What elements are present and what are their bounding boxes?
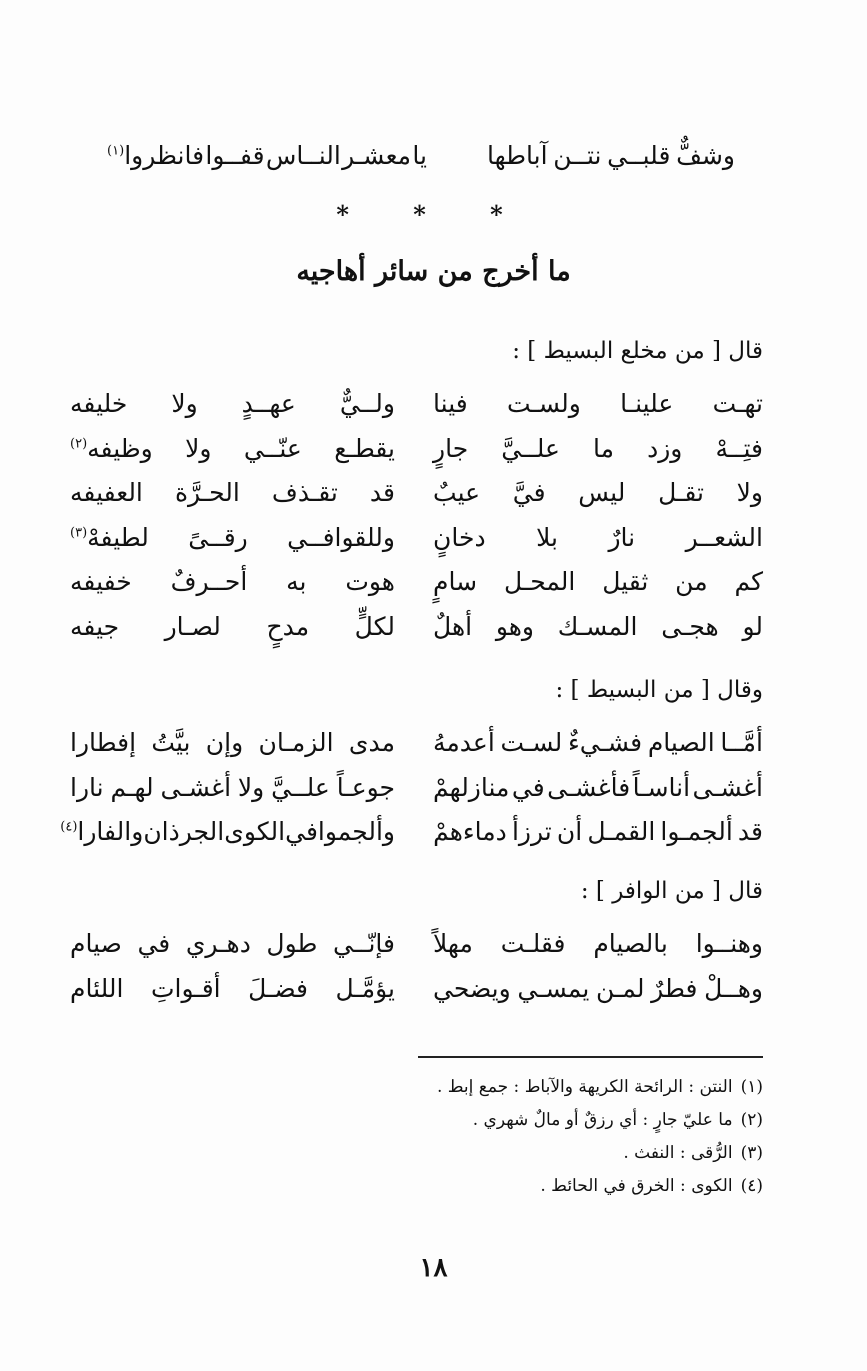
- section-title: ما أخرج من سائر أهاجيه: [296, 256, 571, 287]
- verse-word: ولسـت: [506, 389, 581, 418]
- verse-word: الجرذان: [143, 817, 225, 846]
- verse-first-hemistich: [433, 388, 763, 420]
- verse-word: اللئام: [70, 973, 124, 1003]
- verse-word: في: [285, 817, 318, 846]
- footnote-text: ما عليّ جارٍ : أي رزقٌ أو مالٌ شهري .: [472, 1110, 733, 1130]
- verse-word: لسـت: [500, 728, 563, 757]
- verse-word: رقــىً: [188, 522, 248, 552]
- verse-word: أحــرفٌ: [170, 567, 248, 596]
- footnote-divider: [418, 1056, 763, 1058]
- verse-word: فشـيءٌ: [567, 728, 643, 757]
- footnote-number: (٣): [740, 1143, 763, 1163]
- verse-word: وللقوافــي: [287, 522, 395, 552]
- verse-word: ولا: [736, 478, 763, 507]
- verse-word: معشـر: [342, 141, 412, 170]
- verse-word: ليس: [578, 478, 626, 507]
- footnote: [623, 1142, 763, 1164]
- footnote-text: الرُّقى : النفث .: [623, 1143, 733, 1163]
- verse-word: نتــن: [553, 141, 602, 170]
- verse-word: ولــيٌّ: [339, 389, 395, 418]
- verse-word: النــاس: [265, 141, 341, 170]
- verse-word: بلا: [536, 522, 558, 552]
- verse-word: أناسـاً: [632, 772, 691, 802]
- verse-second-hemistich: [70, 388, 395, 420]
- verse-word: وشفٌّ: [676, 141, 735, 170]
- opening-verse-first-hemistich: [487, 140, 735, 172]
- verse-word: فتِــهْ: [715, 433, 763, 463]
- verse-word: عيبٌ: [433, 478, 481, 507]
- verse-word: تقـل: [658, 478, 704, 507]
- footnote-marker: (٤): [60, 819, 78, 835]
- verse-word: ألجمـوا: [660, 817, 733, 846]
- verse-word: المحـل: [503, 567, 576, 596]
- verse-word: دهـري: [185, 929, 251, 958]
- verse-word: أهلٌ: [433, 611, 473, 641]
- footnote-marker: (٣): [70, 525, 88, 541]
- footnote-text: النتن : الرائحة الكريهة والآباط : جمع إبط .: [436, 1077, 733, 1097]
- verse-word: قفــوا: [205, 141, 265, 170]
- verse-second-hemistich: [70, 772, 395, 804]
- verse-word: قد: [737, 817, 763, 846]
- verse-word: خليفه: [70, 389, 128, 418]
- verse-word: الزمـان: [258, 728, 334, 757]
- verse-word: أن: [556, 817, 583, 846]
- verse-word: وهو: [495, 611, 534, 641]
- footnote: [473, 1109, 763, 1131]
- verse-word: أغشـى: [692, 772, 763, 802]
- footnote: [540, 1175, 763, 1197]
- verse-word: علينـا: [620, 389, 674, 418]
- verse-second-hemistich: [70, 566, 395, 598]
- verse-word: يقطـع: [334, 433, 395, 463]
- verse-word: الكوى: [224, 817, 286, 846]
- verse-word: علــيَّ: [271, 772, 330, 802]
- verse-word: ترزأ: [511, 817, 552, 846]
- footnote-number: (٢): [740, 1110, 763, 1130]
- verse-word: الصيام: [647, 728, 715, 757]
- verse-word: من: [675, 567, 708, 596]
- verse-word: أعدمهُ: [433, 728, 495, 757]
- verse-first-hemistich: [433, 928, 763, 960]
- verse-word: العفيفه: [70, 478, 143, 507]
- section-separator: * * *: [336, 200, 531, 229]
- verse-first-hemistich: [433, 772, 763, 804]
- verse-word: وإن: [205, 728, 244, 757]
- verse-word: وظيفه$^{(٢)}$: [70, 433, 153, 463]
- verse-word: دخانٍ: [433, 522, 486, 552]
- verse-word: صيام: [70, 929, 122, 958]
- verse-word: ثقيل: [602, 567, 649, 596]
- page-number: ١٨: [419, 1253, 448, 1283]
- verse-word: علــيَّ: [501, 433, 560, 463]
- verse-word: قلبــي: [607, 141, 671, 170]
- poem2-intro: وقال [ من البسيط ] :: [555, 677, 763, 703]
- verse-word: فينا: [433, 389, 468, 418]
- verse-word: جيفه: [70, 611, 120, 641]
- verse-first-hemistich: [433, 522, 763, 554]
- verse-word: جوعـاً: [336, 772, 395, 802]
- verse-second-hemistich: [70, 433, 395, 465]
- opening-verse-second-hemistich: [107, 140, 427, 172]
- verse-word: الحـرَّة: [174, 478, 240, 507]
- verse-second-hemistich: [70, 611, 395, 643]
- verse-first-hemistich: [433, 727, 763, 759]
- verse-first-hemistich: [433, 477, 763, 509]
- verse-first-hemistich: [433, 566, 763, 598]
- verse-word: عنّــي: [243, 433, 302, 463]
- verse-word: وهــلْ: [704, 973, 763, 1003]
- verse-second-hemistich: [70, 477, 395, 509]
- verse-second-hemistich: [70, 973, 395, 1005]
- verse-first-hemistich: [433, 973, 763, 1005]
- verse-word: المسـك: [557, 611, 638, 641]
- verse-word: لصـار: [164, 611, 221, 641]
- verse-word: آباطها: [487, 141, 548, 170]
- verse-word: وهنــوا: [695, 929, 763, 958]
- verse-word: بالصيام: [593, 929, 668, 958]
- verse-word: القمـل: [587, 817, 656, 846]
- verse-word: ولا: [171, 389, 198, 418]
- verse-word: لو: [742, 611, 763, 641]
- verse-word: وألجموا: [317, 817, 395, 846]
- verse-word: جارٍ: [433, 433, 469, 463]
- verse-word: مدى: [348, 728, 395, 757]
- poem1-intro: قال [ من مخلع البسيط ] :: [512, 338, 763, 364]
- verse-word: دماءهمْ: [433, 817, 507, 846]
- verse-word: ولا: [237, 772, 265, 802]
- verse-word: يا: [412, 141, 427, 170]
- verse-word: لهـم: [110, 772, 154, 802]
- poem3-intro: قال [ من الوافر ] :: [580, 878, 763, 904]
- footnote-marker: (٢): [70, 436, 88, 452]
- verse-word: به: [286, 567, 307, 596]
- verse-word: فانظروا$^{(١)}$: [107, 141, 205, 170]
- verse-word: فيَّ: [512, 478, 546, 507]
- verse-word: لمـن: [596, 973, 645, 1003]
- verse-word: طول: [266, 929, 318, 958]
- verse-word: أمَّــا: [720, 728, 763, 757]
- verse-word: يؤمَّـل: [335, 973, 395, 1003]
- verse-second-hemistich: [70, 522, 395, 554]
- verse-word: في: [137, 929, 171, 958]
- verse-word: ولا: [185, 433, 212, 463]
- footnote-number: (١): [740, 1077, 763, 1097]
- verse-word: فضـلَ: [248, 973, 308, 1003]
- verse-word: فقلـت: [500, 929, 566, 958]
- verse-word: الشعــر: [685, 522, 763, 552]
- verse-word: وزد: [647, 433, 683, 463]
- verse-word: سامٍ: [433, 567, 478, 596]
- verse-word: مهلاً: [433, 929, 473, 958]
- verse-word: أغشـى: [160, 772, 232, 802]
- verse-word: أقـواتِ: [150, 973, 221, 1003]
- verse-word: والفارا$^{(٤)}$: [60, 817, 144, 846]
- verse-word: نارٌ: [608, 522, 636, 552]
- verse-first-hemistich: [433, 611, 763, 643]
- verse-word: بيَّتُ: [151, 728, 191, 757]
- verse-word: تهـت: [712, 389, 763, 418]
- verse-word: لكلٍّ: [354, 611, 395, 641]
- verse-word: خفيفه: [70, 567, 132, 596]
- verse-word: فإنّــي: [332, 929, 395, 958]
- verse-second-hemistich: [70, 928, 395, 960]
- verse-word: نارا: [70, 772, 104, 802]
- verse-word: منازلهمْ: [433, 772, 510, 802]
- verse-word: يمسـي: [517, 973, 590, 1003]
- verse-word: في: [511, 772, 545, 802]
- verse-word: فأغشـى: [547, 772, 631, 802]
- verse-word: عهــدٍ: [241, 389, 296, 418]
- verse-word: لطيفهْ$^{(٣)}$: [70, 522, 149, 552]
- verse-second-hemistich: [60, 816, 395, 848]
- footnote-text: الكوى : الخرق في الحائط .: [540, 1176, 733, 1196]
- footnote: [437, 1076, 763, 1098]
- verse-word: هجـى: [661, 611, 719, 641]
- footnote-number: (٤): [740, 1176, 763, 1196]
- verse-first-hemistich: [433, 433, 763, 465]
- verse-word: هوت: [345, 567, 395, 596]
- verse-word: مدحٍ: [266, 611, 310, 641]
- verse-word: ويضحي: [433, 973, 511, 1003]
- verse-word: كم: [734, 567, 763, 596]
- footnote-marker: (١): [107, 143, 125, 159]
- verse-first-hemistich: [433, 816, 763, 848]
- verse-word: قد: [369, 478, 395, 507]
- verse-word: تقـذف: [271, 478, 338, 507]
- verse-second-hemistich: [70, 727, 395, 759]
- verse-word: فطرٌ: [651, 973, 698, 1003]
- verse-word: ما: [593, 433, 615, 463]
- verse-word: إفطارا: [70, 728, 137, 757]
